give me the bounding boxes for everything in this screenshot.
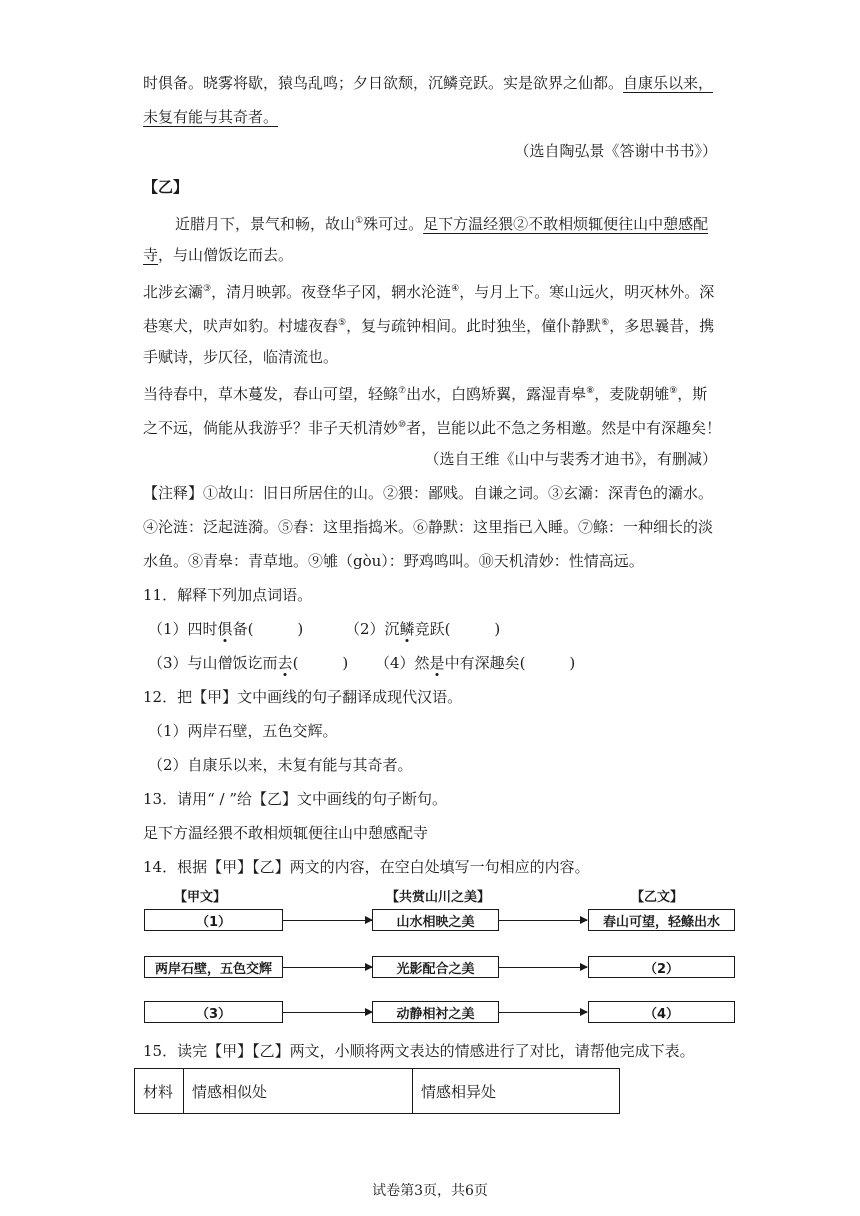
q11-item-2 bbox=[345, 618, 500, 640]
theme-box-3: 动静相衬之美 bbox=[372, 1001, 499, 1023]
q11-item-4-close: ) bbox=[569, 654, 576, 672]
passage-text: 当待春中，草木蔓发，春山可望，轻鲦 bbox=[143, 385, 399, 403]
arrow-icon bbox=[499, 1012, 587, 1013]
q11-stem: 11．解释下列加点词语。 bbox=[143, 586, 313, 604]
passage-text: ，多思曩昔，携 bbox=[609, 317, 715, 335]
passage-text: ，麦陇朝雊 bbox=[594, 385, 670, 403]
passage-text: 之不远，倘能从我游乎？非子天机清妙 bbox=[143, 419, 399, 437]
yi-underlined-sentence-part1: 足下方温经猥②不敢相烦辄便往山中憩感配 bbox=[423, 215, 709, 233]
diagram-header-yi: 【乙文】 bbox=[631, 890, 684, 905]
table-header-different: 情感相异处 bbox=[413, 1069, 620, 1114]
yi-p1-line-2 bbox=[143, 244, 293, 266]
diagram-header-jia: 【甲文】 bbox=[174, 890, 227, 905]
jia-source: （选自陶弘景《答谢中书书》） bbox=[514, 142, 717, 160]
notes-line-1: 【注释】①故山：旧日所居住的山。②猥：鄙贱。自谦之词。③玄灞：深青色的灞水。 bbox=[143, 484, 714, 502]
dotted-word: 是 bbox=[429, 654, 445, 672]
q11-item-3-pre: （3）与山僧饭讫而 bbox=[148, 654, 278, 672]
yi-box-1: 春山可望，轻鲦出水 bbox=[588, 909, 735, 931]
yi-p3-line-1 bbox=[143, 380, 707, 405]
jia-box-2: 两岸石壁，五色交辉 bbox=[144, 956, 283, 978]
q11-item-2-close: ) bbox=[494, 620, 501, 638]
passage-text: ，斯 bbox=[677, 385, 708, 403]
fill-box-1[interactable]: （1） bbox=[144, 909, 283, 931]
comparison-table bbox=[134, 1068, 620, 1114]
yi-source: （选自王维《山中与裴秀才迪书》，有删减） bbox=[424, 450, 717, 468]
diagram-header-common: 【共赏山川之美】 bbox=[386, 890, 491, 905]
notes-line-2: ④沦涟：泛起涟漪。⑤舂：这里指捣米。⑥静默：这里指已入睡。⑦鲦：一种细长的淡 bbox=[143, 518, 714, 536]
note-marker: ⑤ bbox=[338, 318, 347, 328]
arrow-icon bbox=[499, 967, 587, 968]
q11-item-4-post: 中有深趣矣( bbox=[444, 654, 526, 672]
fill-box-2[interactable]: （2） bbox=[588, 956, 735, 978]
passage-text: ，复与疏钟相间。此时独坐，僮仆静默 bbox=[346, 317, 602, 335]
dotted-word: 鳞 bbox=[399, 620, 415, 638]
jia-underlined-sentence-part1: 自康乐以来， bbox=[623, 74, 714, 92]
q13-stem: 13．请用“ / ”给【乙】文中画线的句子断句。 bbox=[143, 790, 448, 808]
jia-line-1 bbox=[143, 72, 713, 94]
notes-line-3: 水鱼。⑧青皋：青草地。⑨雊（gòu）：野鸡鸣叫。⑩天机清妙：性情高远。 bbox=[143, 552, 644, 570]
passage-text: ，与月上下。寒山远火，明灭林外。深 bbox=[459, 283, 715, 301]
theme-box-1: 山水相映之美 bbox=[372, 909, 499, 931]
note-marker: ⑧ bbox=[586, 386, 595, 396]
q11-item-4 bbox=[375, 652, 575, 674]
note-marker: ⑦ bbox=[398, 386, 407, 396]
note-marker: ⑨ bbox=[669, 386, 678, 396]
dotted-word: 俱 bbox=[217, 620, 233, 638]
note-marker: ③ bbox=[203, 284, 212, 294]
arrow-icon bbox=[283, 1012, 372, 1013]
yi-p2-line-2 bbox=[143, 312, 714, 337]
q12-sentence-2: （2）自康乐以来，未复有能与其奇者。 bbox=[148, 756, 413, 774]
q11-item-1-pre: （1）四时 bbox=[148, 620, 218, 638]
q11-item-1-post: 备( bbox=[232, 620, 254, 638]
note-marker: ⑩ bbox=[398, 420, 407, 430]
passage-text: 者，岂能以此不急之务相邀。然是中有深趣矣！ bbox=[406, 419, 722, 437]
dotted-word: 去 bbox=[277, 654, 293, 672]
yi-header: 【乙】 bbox=[143, 178, 189, 196]
q14-stem: 14．根据【甲】【乙】两文的内容，在空白处填写一句相应的内容。 bbox=[143, 858, 590, 876]
q11-item-2-post: 竞跃( bbox=[414, 620, 451, 638]
q12-sentence-1: （1）两岸石壁，五色交辉。 bbox=[148, 722, 338, 740]
yi-p1-line-2-rest: ，与山僧饭讫而去。 bbox=[158, 246, 294, 264]
q11-item-3 bbox=[148, 652, 348, 674]
fill-box-3[interactable]: （3） bbox=[144, 1001, 283, 1023]
q15-stem: 15．读完【甲】【乙】两文，小顺将两文表达的情感进行了对比，请帮他完成下表。 bbox=[143, 1042, 695, 1060]
table-header-material: 材料 bbox=[135, 1069, 184, 1114]
jia-underlined-sentence-part2: 未复有能与其奇者。 bbox=[143, 108, 279, 126]
yi-p1-text-rest: 殊可过。 bbox=[363, 215, 424, 233]
table-header-row bbox=[135, 1069, 620, 1114]
q13-sentence: 足下方温经猥不敢相烦辄便往山中憩感配寺 bbox=[143, 824, 429, 842]
q11-item-1-close: ) bbox=[297, 620, 304, 638]
arrow-icon bbox=[283, 920, 372, 921]
yi-p2-line-1 bbox=[143, 278, 714, 303]
passage-text: 出水，白鸥矫翼，露湿青皋 bbox=[406, 385, 587, 403]
yi-underlined-sentence-part2: 寺 bbox=[143, 246, 159, 264]
theme-box-2: 光影配合之美 bbox=[372, 956, 499, 978]
note-marker: ⑥ bbox=[601, 318, 610, 328]
page-footer: 试卷第3页，共6页 bbox=[372, 1183, 488, 1199]
jia-line-1-text: 时俱备。晓雾将歇，猿鸟乱鸣；夕日欲颓，沉鳞竞跃。实是欲界之仙都。 bbox=[143, 74, 624, 92]
q12-stem: 12．把【甲】文中画线的句子翻译成现代汉语。 bbox=[143, 688, 463, 706]
yi-p1-text: 近腊月下，景气和畅，故山 bbox=[175, 215, 356, 233]
passage-text: ，清月映郭。夜登华子冈，辋水沦涟 bbox=[211, 283, 452, 301]
table-header-similar: 情感相似处 bbox=[184, 1069, 413, 1114]
q11-item-3-post: ( bbox=[292, 654, 299, 672]
fill-box-4[interactable]: （4） bbox=[588, 1001, 735, 1023]
note-marker: ④ bbox=[451, 284, 460, 294]
yi-p3-line-2 bbox=[143, 414, 721, 439]
arrow-icon bbox=[283, 967, 372, 968]
passage-text: 巷寒犬，吠声如豹。村墟夜舂 bbox=[143, 317, 339, 335]
q11-item-1 bbox=[148, 618, 303, 640]
yi-p2-line-3: 手赋诗，步仄径，临清流也。 bbox=[143, 348, 339, 366]
q11-item-4-pre: （4）然 bbox=[375, 654, 430, 672]
q11-item-2-pre: （2）沉 bbox=[345, 620, 400, 638]
yi-p1-line-1 bbox=[175, 210, 708, 235]
note-marker: ① bbox=[355, 216, 364, 226]
arrow-icon bbox=[499, 920, 587, 921]
passage-text: 北涉玄灞 bbox=[143, 283, 204, 301]
jia-line-2 bbox=[143, 106, 278, 128]
q11-item-3-close: ) bbox=[342, 654, 349, 672]
